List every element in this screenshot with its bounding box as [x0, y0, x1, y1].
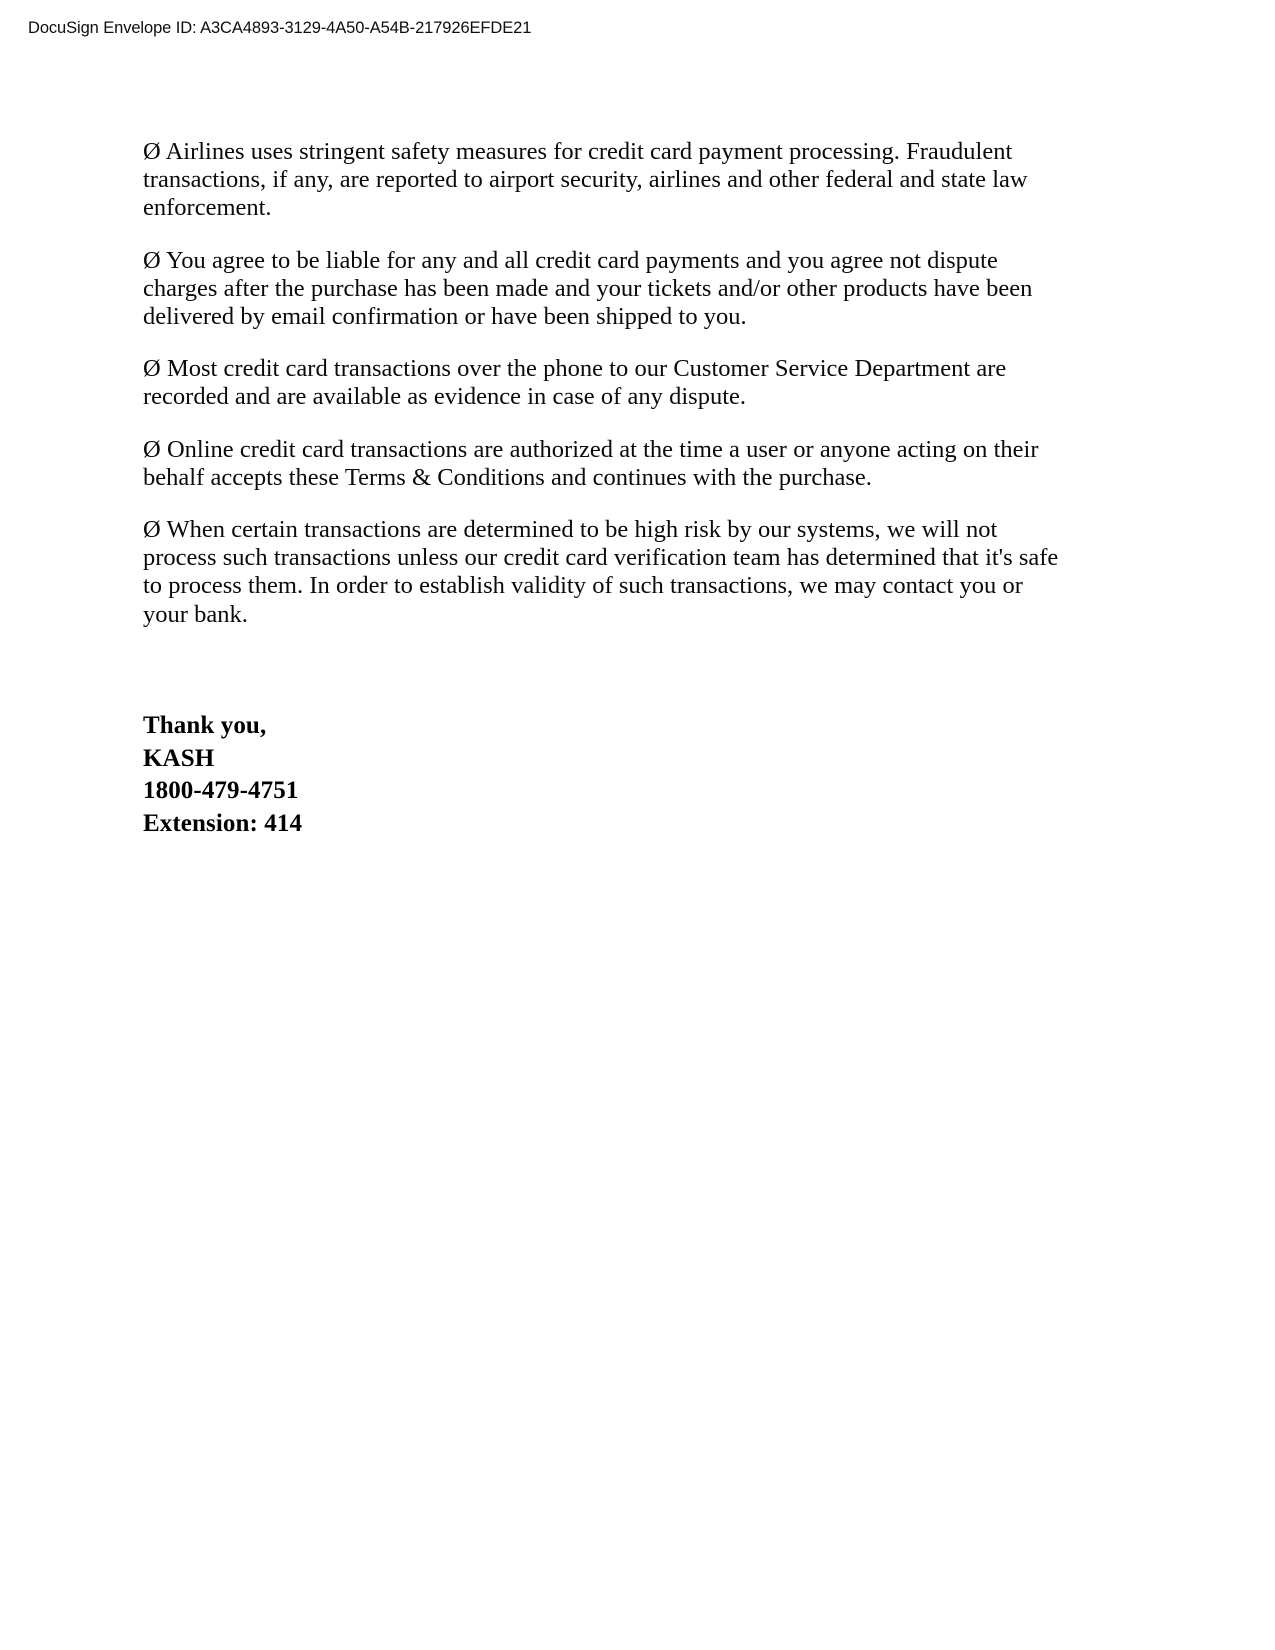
bullet-paragraph-5	[143, 516, 1073, 629]
bullet-paragraph-4	[143, 436, 1073, 492]
paragraph-2-text: You agree to be liable for any and all credit card payments and you agree not dispute charges after the purchase has been made and your tickets and/or other products have been delivered by email confirmation or have been shipped to you.	[143, 246, 1033, 331]
paragraph-4-text: Online credit card transactions are authorized at the time a user or anyone acting on their behalf accepts these Terms & Conditions and continues with the purchase.	[143, 435, 1039, 491]
paragraph-1-text: Airlines uses stringent safety measures for credit card payment processing. Fraudulent transactions, if any, are reported to airport security, airlines and other federal and state law enforcement.	[143, 138, 1028, 222]
signature-closing: Thank you,	[143, 712, 267, 739]
signature-extension: Extension: 414	[143, 809, 303, 837]
bullet-paragraph-3	[143, 355, 1073, 411]
bullet-glyph-icon: Ø	[143, 516, 161, 544]
bullet-glyph-icon: Ø	[143, 246, 161, 274]
bullet-paragraph-1	[143, 138, 1073, 223]
bullet-paragraph-2	[143, 247, 1073, 332]
docusign-envelope-id: DocuSign Envelope ID: A3CA4893-3129-4A50-A54B-217926EFDE21	[28, 19, 532, 37]
bullet-glyph-icon: Ø	[143, 355, 161, 383]
paragraph-3-text: Most credit card transactions over the phone to our Customer Service Department are recorded and are available as evidence in case of any dispute.	[143, 355, 1007, 411]
document-body	[143, 138, 1073, 629]
bullet-glyph-icon: Ø	[143, 435, 161, 463]
signature-block	[143, 710, 663, 840]
signature-name: KASH	[143, 744, 215, 772]
bullet-glyph-icon: Ø	[143, 138, 161, 165]
signature-phone: 1800-479-4751	[143, 777, 299, 805]
paragraph-5-text: When certain transactions are determined to be high risk by our systems, we will not process such transactions unless our credit card verification team has determined that it's safe to process them. In order to establish validity of such transactions, we may contact you or your bank.	[143, 516, 1059, 628]
